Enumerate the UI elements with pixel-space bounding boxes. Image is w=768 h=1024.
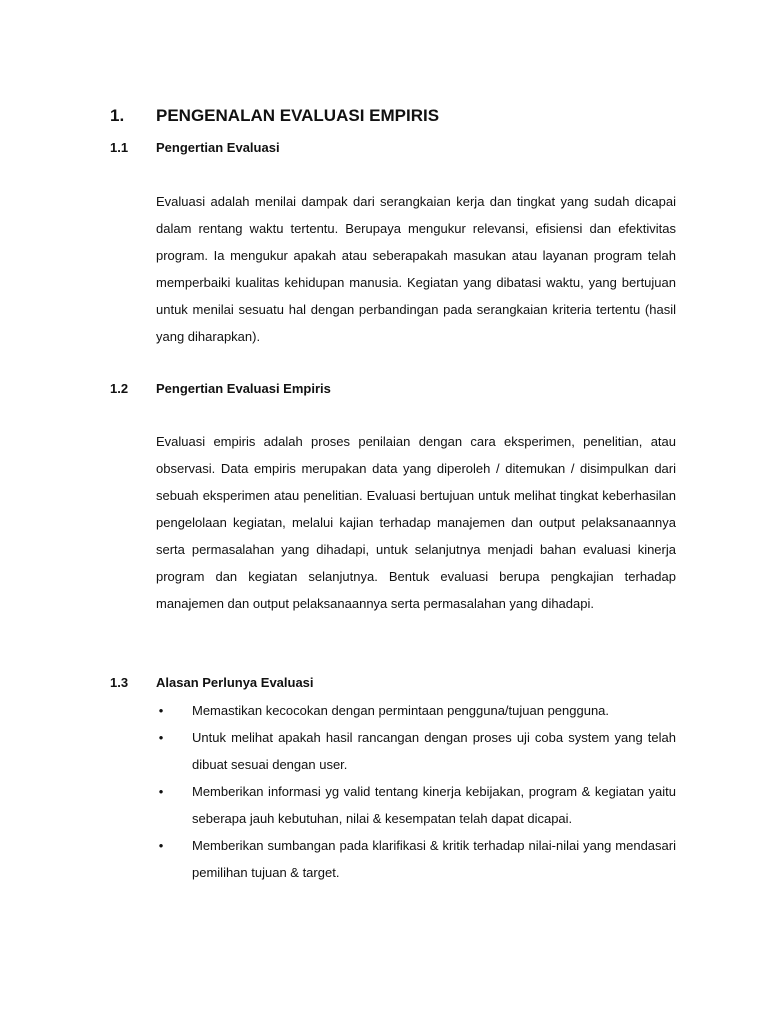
section-title: Pengertian Evaluasi Empiris xyxy=(156,381,331,396)
list-item-text: Memastikan kecocokan dengan permintaan pengguna/tujuan pengguna. xyxy=(192,703,610,718)
bullet-icon: • xyxy=(158,784,164,799)
reasons-list xyxy=(156,697,676,886)
list-item xyxy=(156,778,676,832)
section-number: 1.3 xyxy=(110,675,129,690)
chapter-heading xyxy=(110,104,710,128)
section-1-1-paragraph: Evaluasi adalah menilai dampak dari serangkaian kerja dan tingkat yang sudah dicapai dalam rentang waktu tertentu. Berupaya mengukur relevansi, efisiensi dan efektivitas program. Ia mengukur apakah atau seberapakah masukan atau layanan program telah memperbaiki kualitas kehidupan manusia. Kegiatan yang dibatasi waktu, yang bertujuan untuk menilai sesuatu hal dengan perbandingan pada serangkaian kriteria tertentu (hasil yang diharapkan). xyxy=(156,194,676,344)
section-number: 1.2 xyxy=(110,381,129,396)
bullet-icon: • xyxy=(158,730,164,745)
list-item-text: Memberikan sumbangan pada klarifikasi & kritik terhadap nilai-nilai yang mendasari pemilihan tujuan & target. xyxy=(192,838,676,880)
bullet-icon: • xyxy=(158,838,164,853)
section-title: Alasan Perlunya Evaluasi xyxy=(156,675,314,690)
list-item-text: Untuk melihat apakah hasil rancangan dengan proses uji coba system yang telah dibuat sesuai dengan user. xyxy=(192,730,676,772)
section-title: Pengertian Evaluasi xyxy=(156,140,280,155)
chapter-number: 1. xyxy=(110,106,125,125)
list-item xyxy=(156,724,676,778)
section-1-2-paragraph: Evaluasi empiris adalah proses penilaian dengan cara eksperimen, penelitian, atau observasi. Data empiris merupakan data yang diperoleh / ditemukan / disimpulkan dari sebuah eksperimen atau penelitian. Evaluasi bertujuan untuk melihat tingkat keberhasilan pengelolaan kegiatan, melalui kajian terhadap manajemen dan output pelaksanaannya serta permasalahan yang dihadapi, untuk selanjutnya menjadi bahan evaluasi kinerja program dan kegiatan selanjutnya. Bentuk evaluasi berupa pengkajian terhadap manajemen dan output pelaksanaannya serta permasalahan yang dihadapi. xyxy=(156,434,676,611)
list-item xyxy=(156,832,676,886)
chapter-title: PENGENALAN EVALUASI EMPIRIS xyxy=(156,106,440,125)
section-heading-1-2 xyxy=(110,379,690,399)
section-heading-1-1 xyxy=(110,138,690,158)
list-item-text: Memberikan informasi yg valid tentang kinerja kebijakan, program & kegiatan yaitu seberapa jauh kebutuhan, nilai & kesempatan telah dapat dicapai. xyxy=(192,784,676,826)
section-heading-1-3 xyxy=(110,673,690,693)
section-number: 1.1 xyxy=(110,140,129,155)
bullet-icon: • xyxy=(158,703,164,718)
list-item xyxy=(156,697,676,724)
